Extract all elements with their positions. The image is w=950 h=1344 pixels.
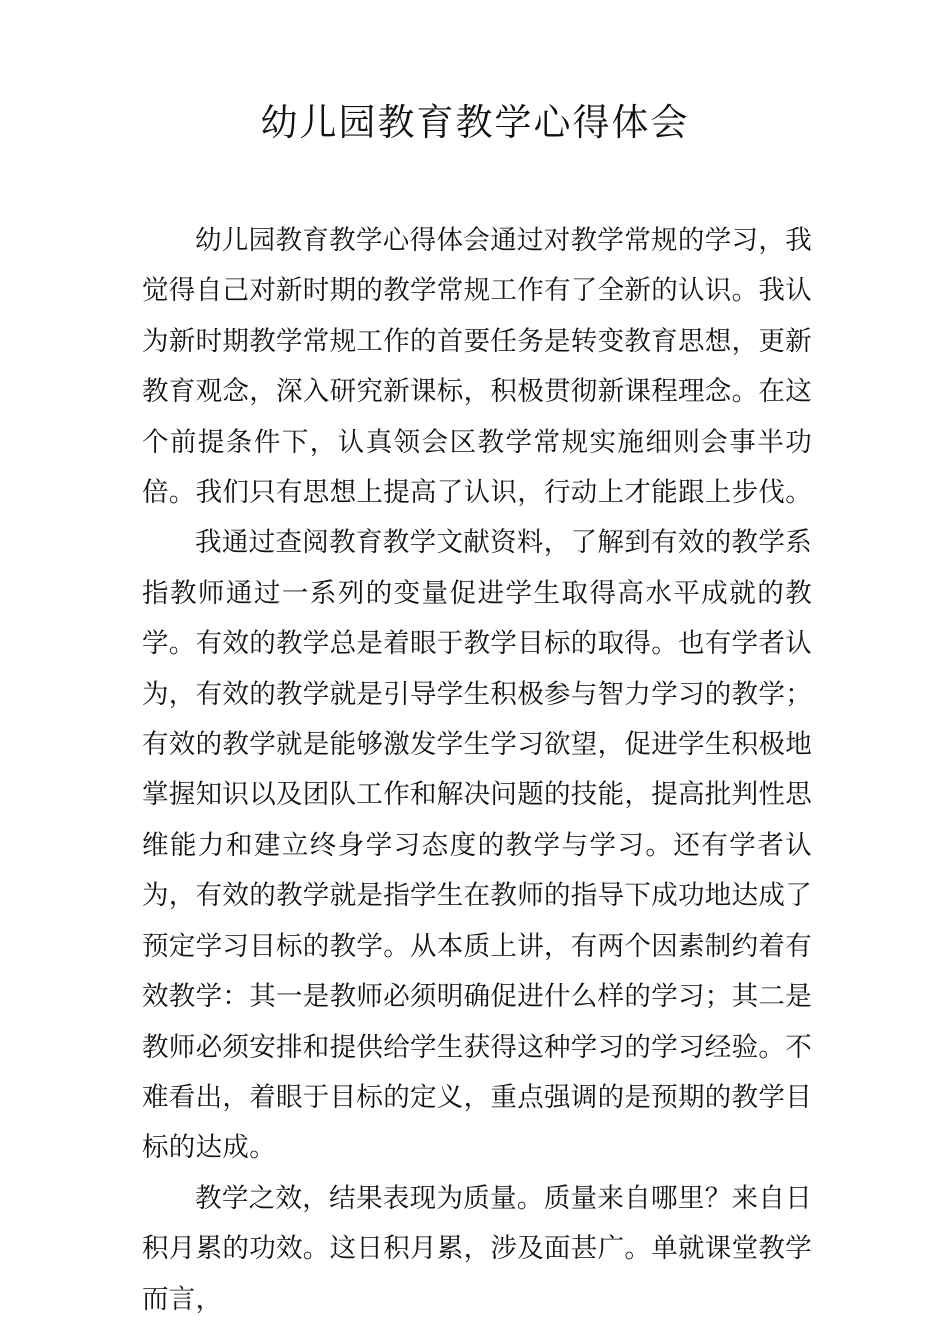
document-body bbox=[142, 216, 812, 1325]
paragraph-2: 我通过查阅教育教学文献资料，了解到有效的教学系指教师通过一系列的变量促进学生取得高水平成就的教学。有效的教学总是着眼于教学目标的取得。也有学者认为，有效的教学就是引导学生积极参与智力学习的教学；有效的教学就是能够激发学生学习欲望，促进学生积极地掌握知识以及团队工作和解决问题的技能，提高批判性思维能力和建立终身学习态度的教学与学习。还有学者认为，有效的教学就是指学生在教师的指导下成功地达成了预定学习目标的教学。从本质上讲，有两个因素制约着有效教学：其一是教师必须明确促进什么样的学习；其二是教师必须安排和提供给学生获得这种学习的学习经验。不难看出，着眼于目标的定义，重点强调的是预期的教学目标的达成。 bbox=[142, 527, 812, 1164]
document-title: 幼儿园教育教学心得体会 bbox=[260, 101, 690, 144]
paragraph-1: 幼儿园教育教学心得体会通过对教学常规的学习，我觉得自己对新时期的教学常规工作有了全新的认识。我认为新时期教学常规工作的首要任务是转变教育思想，更新教育观念，深入研究新课标，积极贯彻新课程理念。在这个前提条件下，认真领会区教学常规实施细则会事半功倍。我们只有思想上提高了认识，行动上才能跟上步伐。 bbox=[142, 225, 812, 509]
paragraph-3: 教学之效，结果表现为质量。质量来自哪里？来自日积月累的功效。这日积月累，涉及面甚广。单就课堂教学而言， bbox=[142, 1182, 812, 1315]
